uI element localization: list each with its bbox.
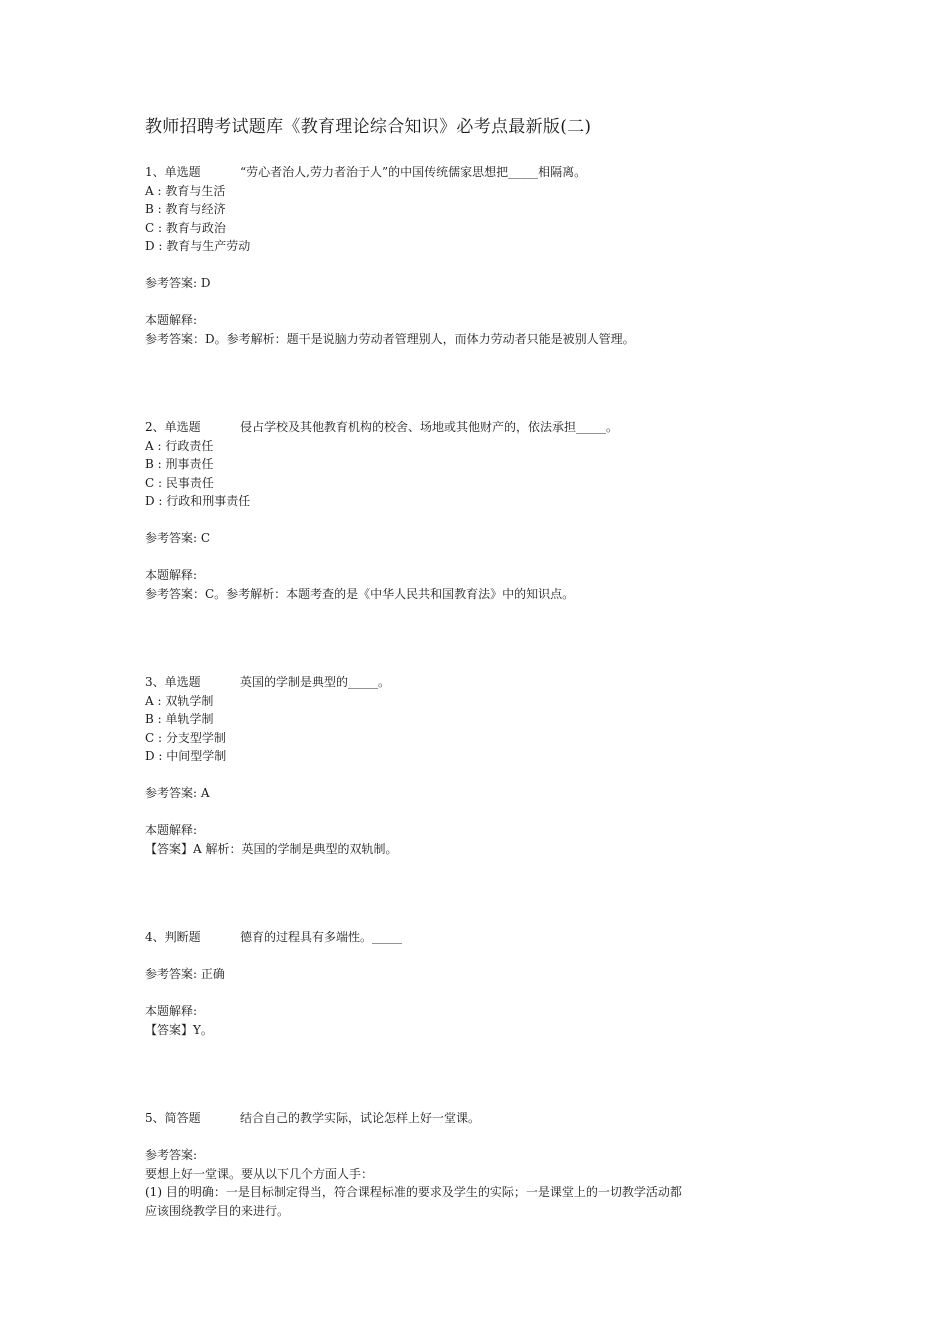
question-text: 侵占学校及其他教育机构的校舍、场地或其他财产的，依法承担_____。 (240, 420, 619, 434)
question-2 (145, 418, 825, 603)
answer-line: 应该围绕教学目的来进行。 (145, 1203, 290, 1218)
explanation-text: 参考答案：D。参考解析：题干是说脑力劳动者管理别人，而体力劳动者只能是被别人管理。 (145, 331, 635, 346)
explanation-text: 【答案】Y。 (145, 1022, 213, 1037)
option-a: A : 双轨学制 (145, 693, 214, 708)
document-page (145, 115, 825, 1220)
question-header (145, 163, 825, 182)
explanation-label: 本题解释: (145, 313, 198, 327)
answer-line: 要想上好一堂课。要从以下几个方面人手： (145, 1166, 374, 1181)
question-1 (145, 163, 825, 348)
explanation-label: 本题解释: (145, 823, 198, 837)
question-number-type: 5、简答题 (145, 1111, 201, 1125)
option-c: C : 分支型学制 (145, 730, 226, 745)
question-text: “劳心者治人,劳力者治于人”的中国传统儒家思想把_____相隔离。 (240, 165, 587, 179)
explanation-text: 【答案】A 解析：英国的学制是典型的双轨制。 (145, 841, 398, 856)
question-5 (145, 1109, 825, 1220)
question-header (145, 1109, 825, 1128)
option-a: A : 教育与生活 (145, 183, 226, 198)
question-4 (145, 928, 825, 1039)
option-b: B : 教育与经济 (145, 202, 226, 216)
option-c: C : 民事责任 (145, 475, 214, 490)
option-d: D : 行政和刑事责任 (145, 494, 251, 508)
question-3 (145, 673, 825, 858)
question-text: 英国的学制是典型的_____。 (240, 675, 391, 689)
explanation-label: 本题解释: (145, 1004, 198, 1018)
question-number-type: 3、单选题 (145, 675, 201, 689)
answer: 参考答案: 正确 (145, 967, 225, 981)
option-d: D : 教育与生产劳动 (145, 239, 251, 253)
answer-line: (1) 目的明确：一是目标制定得当，符合课程标准的要求及学生的实际；一是课堂上的一切教学活动都 (145, 1185, 682, 1199)
question-number-type: 2、单选题 (145, 420, 201, 434)
question-header (145, 418, 825, 437)
question-text: 德育的过程具有多端性。_____ (240, 930, 403, 944)
answer: 参考答案: A (145, 786, 210, 800)
option-d: D : 中间型学制 (145, 749, 227, 763)
question-number-type: 4、判断题 (145, 930, 201, 944)
option-a: A : 行政责任 (145, 438, 214, 453)
question-number-type: 1、单选题 (145, 165, 201, 179)
explanation-text: 参考答案：C。参考解析：本题考查的是《中华人民共和国教育法》中的知识点。 (145, 586, 575, 601)
document-title: 教师招聘考试题库《教育理论综合知识》必考点最新版(二) (145, 117, 592, 137)
option-b: B : 刑事责任 (145, 457, 214, 471)
question-header (145, 928, 825, 947)
question-text: 结合自己的教学实际，试论怎样上好一堂课。 (240, 1111, 481, 1125)
option-c: C : 教育与政治 (145, 220, 226, 235)
answer: 参考答案: C (145, 531, 211, 545)
answer-label: 参考答案: (145, 1148, 198, 1162)
answer: 参考答案: D (145, 276, 211, 290)
question-header (145, 673, 825, 692)
explanation-label: 本题解释: (145, 568, 198, 582)
option-b: B : 单轨学制 (145, 712, 214, 726)
